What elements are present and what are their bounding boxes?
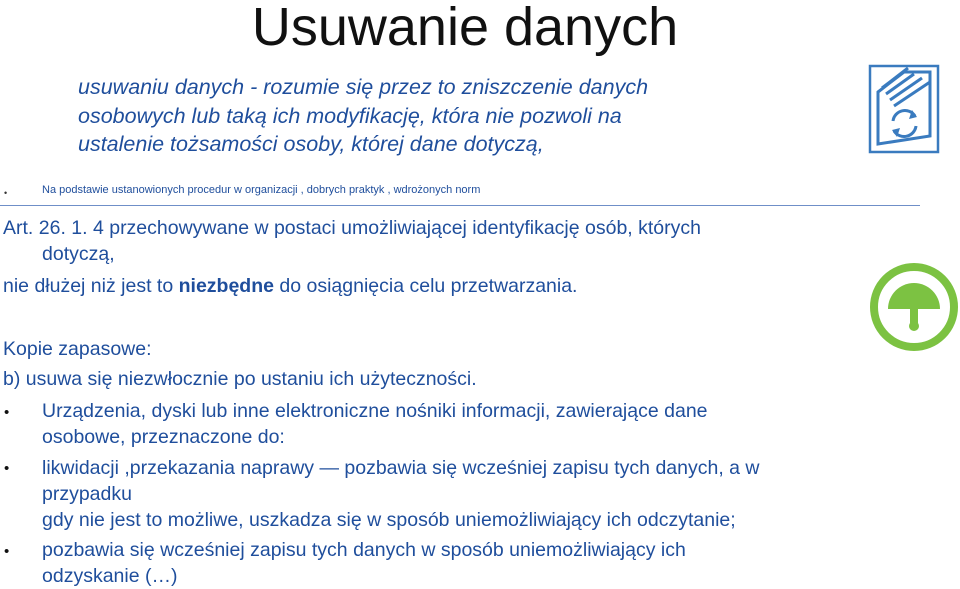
- bullet-marker: •: [4, 460, 10, 477]
- bullet-1-line-2: osobowe, przeznaczone do:: [42, 426, 285, 448]
- bullet-marker: •: [4, 543, 10, 560]
- definition-text: [78, 73, 778, 159]
- definition-line: ustalenie tożsamości osoby, której dane dotyczą,: [78, 132, 544, 156]
- shield-lock-icon: [870, 263, 958, 351]
- bullet-3-line-2: odzyskanie (…): [42, 565, 178, 587]
- divider-line: [0, 205, 920, 206]
- article-line-2: dotyczą,: [42, 243, 115, 265]
- bullet-marker: •: [4, 188, 8, 198]
- bullet-3-line-1: pozbawia się wcześniej zapisu tych danych w sposób uniemożliwiający ich: [42, 539, 686, 561]
- note-text: Na podstawie ustanowionych procedur w organizacji , dobrych praktyk , wdrożonych norm: [42, 184, 481, 196]
- bullet-2-line-1: likwidacji ,przekazania naprawy — pozbawia się wcześniej zapisu tych danych, a w: [42, 457, 760, 479]
- bullet-2-line-2: przypadku: [42, 483, 132, 505]
- article-line-3: [3, 275, 577, 298]
- bullet-marker: •: [4, 404, 10, 421]
- page-title: Usuwanie danych: [251, 0, 679, 57]
- backups-heading: Kopie zapasowe:: [3, 338, 152, 360]
- bullet-2-line-3: gdy nie jest to możliwe, uszkadza się w sposób uniemożliwiający ich odczytanie;: [42, 509, 736, 531]
- definition-line: usuwaniu danych - rozumie się przez to zniszczenie danych: [78, 75, 649, 99]
- article-line-3-start: nie dłużej niż jest to: [3, 275, 179, 297]
- backups-item-b: b) usuwa się niezwłocznie po ustaniu ich użyteczności.: [3, 368, 477, 390]
- article-line-1: Art. 26. 1. 4 przechowywane w postaci umożliwiającej identyfikację osób, których: [3, 217, 701, 239]
- article-bold-word: niezbędne: [178, 275, 274, 297]
- article-line-3-end: do osiągnięcia celu przetwarzania.: [273, 275, 578, 297]
- definition-line: osobowych lub taką ich modyfikację, która nie pozwoli na: [78, 103, 622, 128]
- recycle-book-icon: [868, 64, 940, 154]
- bullet-1-line-1: Urządzenia, dyski lub inne elektroniczne nośniki informacji, zawierające dane: [42, 400, 708, 422]
